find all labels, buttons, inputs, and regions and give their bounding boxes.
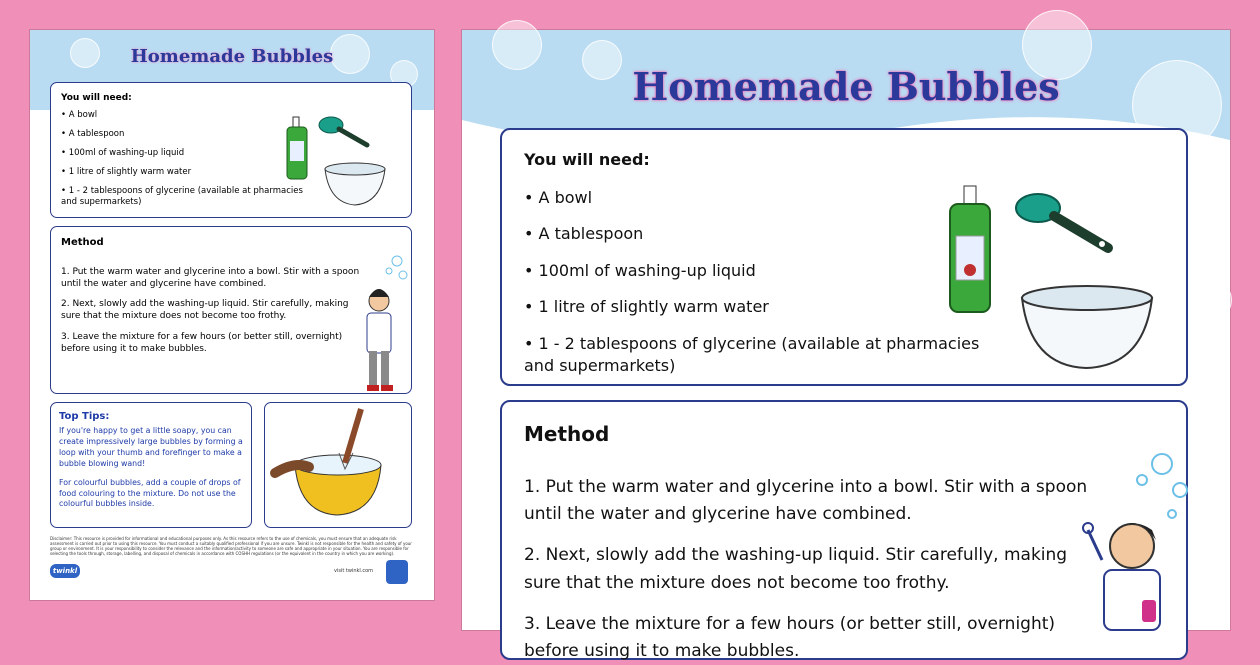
page-title: Homemade Bubbles: [130, 46, 334, 67]
need-item: • 100ml of washing-up liquid: [524, 260, 756, 280]
you-will-need-heading: You will need:: [61, 93, 132, 103]
boy-blowing-bubbles-icon: [1082, 450, 1192, 630]
method-step: 1. Put the warm water and glycerine into a bowl. Stir with a spoon until the water and glycerine have combined.: [61, 267, 360, 290]
need-item: • A tablespoon: [524, 224, 644, 244]
washing-up-liquid-bottle-icon: [287, 117, 307, 179]
need-item: • 1 litre of slightly warm water: [524, 297, 769, 317]
method-step: 3. Leave the mixture for a few hours (or better still, overnight) before using it to make bubbles.: [61, 331, 343, 354]
method-heading: Method: [524, 422, 610, 446]
mixing-picture-card: [264, 402, 412, 528]
need-item: • 1 litre of slightly warm water: [61, 167, 192, 178]
boy-blowing-bubbles-icon: [351, 251, 411, 399]
glass-bowl-icon: [1022, 286, 1152, 368]
method-card: [50, 226, 412, 394]
need-item: • A bowl: [524, 188, 593, 207]
measuring-spoon-icon: [319, 117, 367, 145]
top-tip: For colourful bubbles, add a couple of drops of food colouring to the mixture. Do not use the colourful bubbles inside.: [59, 477, 241, 509]
you-will-need-card: [50, 82, 412, 218]
washing-up-liquid-bottle-icon: [950, 186, 990, 312]
glass-bowl-icon: [325, 163, 385, 205]
equipment-illustration: [942, 180, 1178, 370]
need-item: • A bowl: [61, 110, 98, 120]
method-step: 1. Put the warm water and glycerine into a bowl. Stir with a spoon until the water and glycerine have combined.: [524, 477, 1088, 525]
page-title: Homemade Bubbles: [632, 64, 1060, 109]
mixing-bowl-whisk-icon: [265, 403, 411, 527]
disclaimer-text: Disclaimer: This resource is provided for informational and educational purposes only. As this resource refers to the use of chemicals, you must ensure that an adequate risk assessment is carried out prior to using this resource. You must conduct a suitably qualified professional if you are unsure. Twinkl is not responsible for the health and safety of your group or environment. It is your responsibility to consider the relevance and the information/activity to someone are safe and appropriate in your situation. You are responsible for selecting the tools through, storage, labelling, and disposal of chemicals in accordance with COSHH regulations (or the equivalent in the country in which you are working).: [50, 536, 412, 556]
method-step: 3. Leave the mixture for a few hours (or better still, overnight) before using it to make bubbles.: [524, 613, 1056, 661]
method-card: [500, 400, 1188, 660]
top-tip: If you're happy to get a little soapy, you can create impressively large bubbles by forming a loop with your thumb and forefinger to make a bubble blowing wand!: [59, 426, 243, 468]
you-will-need-heading: You will need:: [524, 150, 650, 169]
method-step: 2. Next, slowly add the washing-up liquid. Stir carefully, making sure that the mixture does not become too frothy.: [524, 545, 1068, 593]
top-tips-heading: Top Tips:: [59, 411, 110, 422]
bubble-decoration: [492, 20, 542, 70]
method-heading: Method: [61, 237, 104, 248]
twinkl-logo[interactable]: twinkl: [50, 564, 80, 578]
footer-url[interactable]: visit twinkl.com: [334, 568, 374, 574]
preview-page[interactable]: [462, 30, 1230, 661]
you-will-need-card: [500, 128, 1188, 386]
top-tips-card: [50, 402, 252, 528]
bubble-decoration: [1192, 280, 1232, 320]
need-item: • 100ml of washing-up liquid: [61, 148, 185, 159]
need-item: • A tablespoon: [61, 129, 125, 140]
method-step: 2. Next, slowly add the washing-up liquid. Stir carefully, making sure that the mixture does not become too frothy.: [61, 299, 349, 322]
need-item: • 1 - 2 tablespoons of glycerine (available at pharmacies and supermarkets): [61, 186, 303, 208]
equipment-illustration: [283, 111, 403, 211]
badge-icon: [386, 560, 408, 584]
measuring-spoon-icon: [1016, 194, 1108, 248]
thumbnail-page[interactable]: [30, 30, 434, 600]
need-item: • 1 - 2 tablespoons of glycerine (available at pharmacies and supermarkets): [524, 333, 980, 375]
